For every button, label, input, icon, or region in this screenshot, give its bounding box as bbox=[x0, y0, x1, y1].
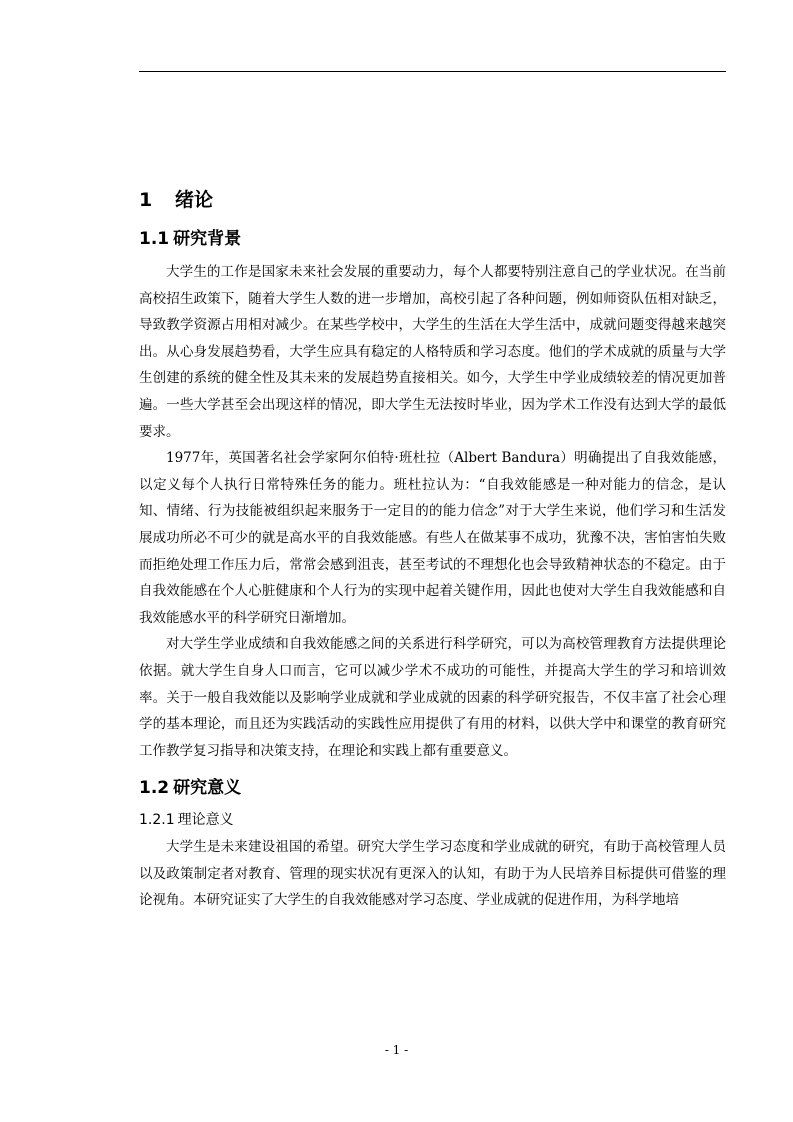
subsection-number: 1.2.1 bbox=[139, 812, 175, 829]
chapter-number: 1 bbox=[139, 189, 153, 211]
section-number: 1.2 bbox=[139, 778, 170, 799]
header-rule bbox=[139, 71, 726, 72]
paragraph: 大学生是未来建设祖国的希望。研究大学生学习态度和学业成就的研究，有助于高校管理人员以及政策制定者对教育、管理的现实状况有更深入的认知，有助于为人民培养目标提供可借鉴的理论视角。本研究证实了大学生的自我效能感对学习态度、学业成就的促进作用，为科学地培 bbox=[139, 839, 726, 909]
paragraph: 对大学生学业成绩和自我效能感之间的关系进行科学研究，可以为高校管理教育方法提供理论依据。就大学生自身人口而言，它可以减少学术不成功的可能性，并提高大学生的学习和培训效率。关于一般自我效能以及影响学业成就和学业成就的因素的科学研究报告，不仅丰富了社会心理学的基本理论，而且还为实践活动的实践性应用提供了有用的材料，以供大学中和课堂的教育研究工作教学复习指导和决策支持，在理论和实践上都有重要意义。 bbox=[139, 636, 726, 759]
chapter-title: 绪论 bbox=[175, 189, 214, 211]
page-content bbox=[139, 185, 726, 914]
subsection-title: 理论意义 bbox=[177, 812, 234, 829]
subsection-heading-1-2-1 bbox=[139, 808, 726, 832]
paragraph: 大学生的工作是国家未来社会发展的重要动力，每个人都要特别注意自己的学业状况。在当前高校招生政策下，随着大学生人数的进一步增加，高校引起了各种问题，例如师资队伍相对缺乏，导致教学资源占用相对减少。在某些学校中，大学生的生活在大学生活中，成就问题变得越来越突出。从心身发展趋势看，大学生应具有稳定的人格特质和学习态度。他们的学术成就的质量与大学生创建的系统的健全性及其未来的发展趋势直接相关。如今，大学生中学业成绩较差的情况更加普遍。一些大学甚至会出现这样的情况，即大学生无法按时毕业，因为学术工作没有达到大学的最低要求。 bbox=[139, 264, 726, 440]
section-heading-1-2 bbox=[139, 774, 726, 802]
section-title: 研究背景 bbox=[173, 229, 242, 249]
paragraph: 1977年，英国著名社会学家阿尔伯特·班杜拉（Albert Bandura）明确提出了自我效能感，以定义每个人执行日常特殊任务的能力。班杜拉认为：“自我效能感是一种对能力的信念，是认知、情绪、行为技能被组织起来服务于一定目的的能力信念”对于大学生来说，他们学习和生活发展成功所必不可少的就是高水平的自我效能感。有些人在做某事不成功，犹豫不决，害怕害怕失败而拒绝处理工作压力后，常常会感到沮丧，甚至考试的不理想化也会导致精神状态的不稳定。由于自我效能感在个人心脏健康和个人行为的实现中起着关键作用，因此也使对大学生自我效能感和自我效能感水平的科学研究日渐增加。 bbox=[139, 450, 726, 626]
section-number: 1.1 bbox=[139, 229, 170, 249]
chapter-heading bbox=[139, 185, 726, 215]
page-number: - 1 - bbox=[384, 1043, 409, 1057]
section-heading-1-1 bbox=[139, 225, 726, 253]
section-title: 研究意义 bbox=[173, 778, 242, 799]
